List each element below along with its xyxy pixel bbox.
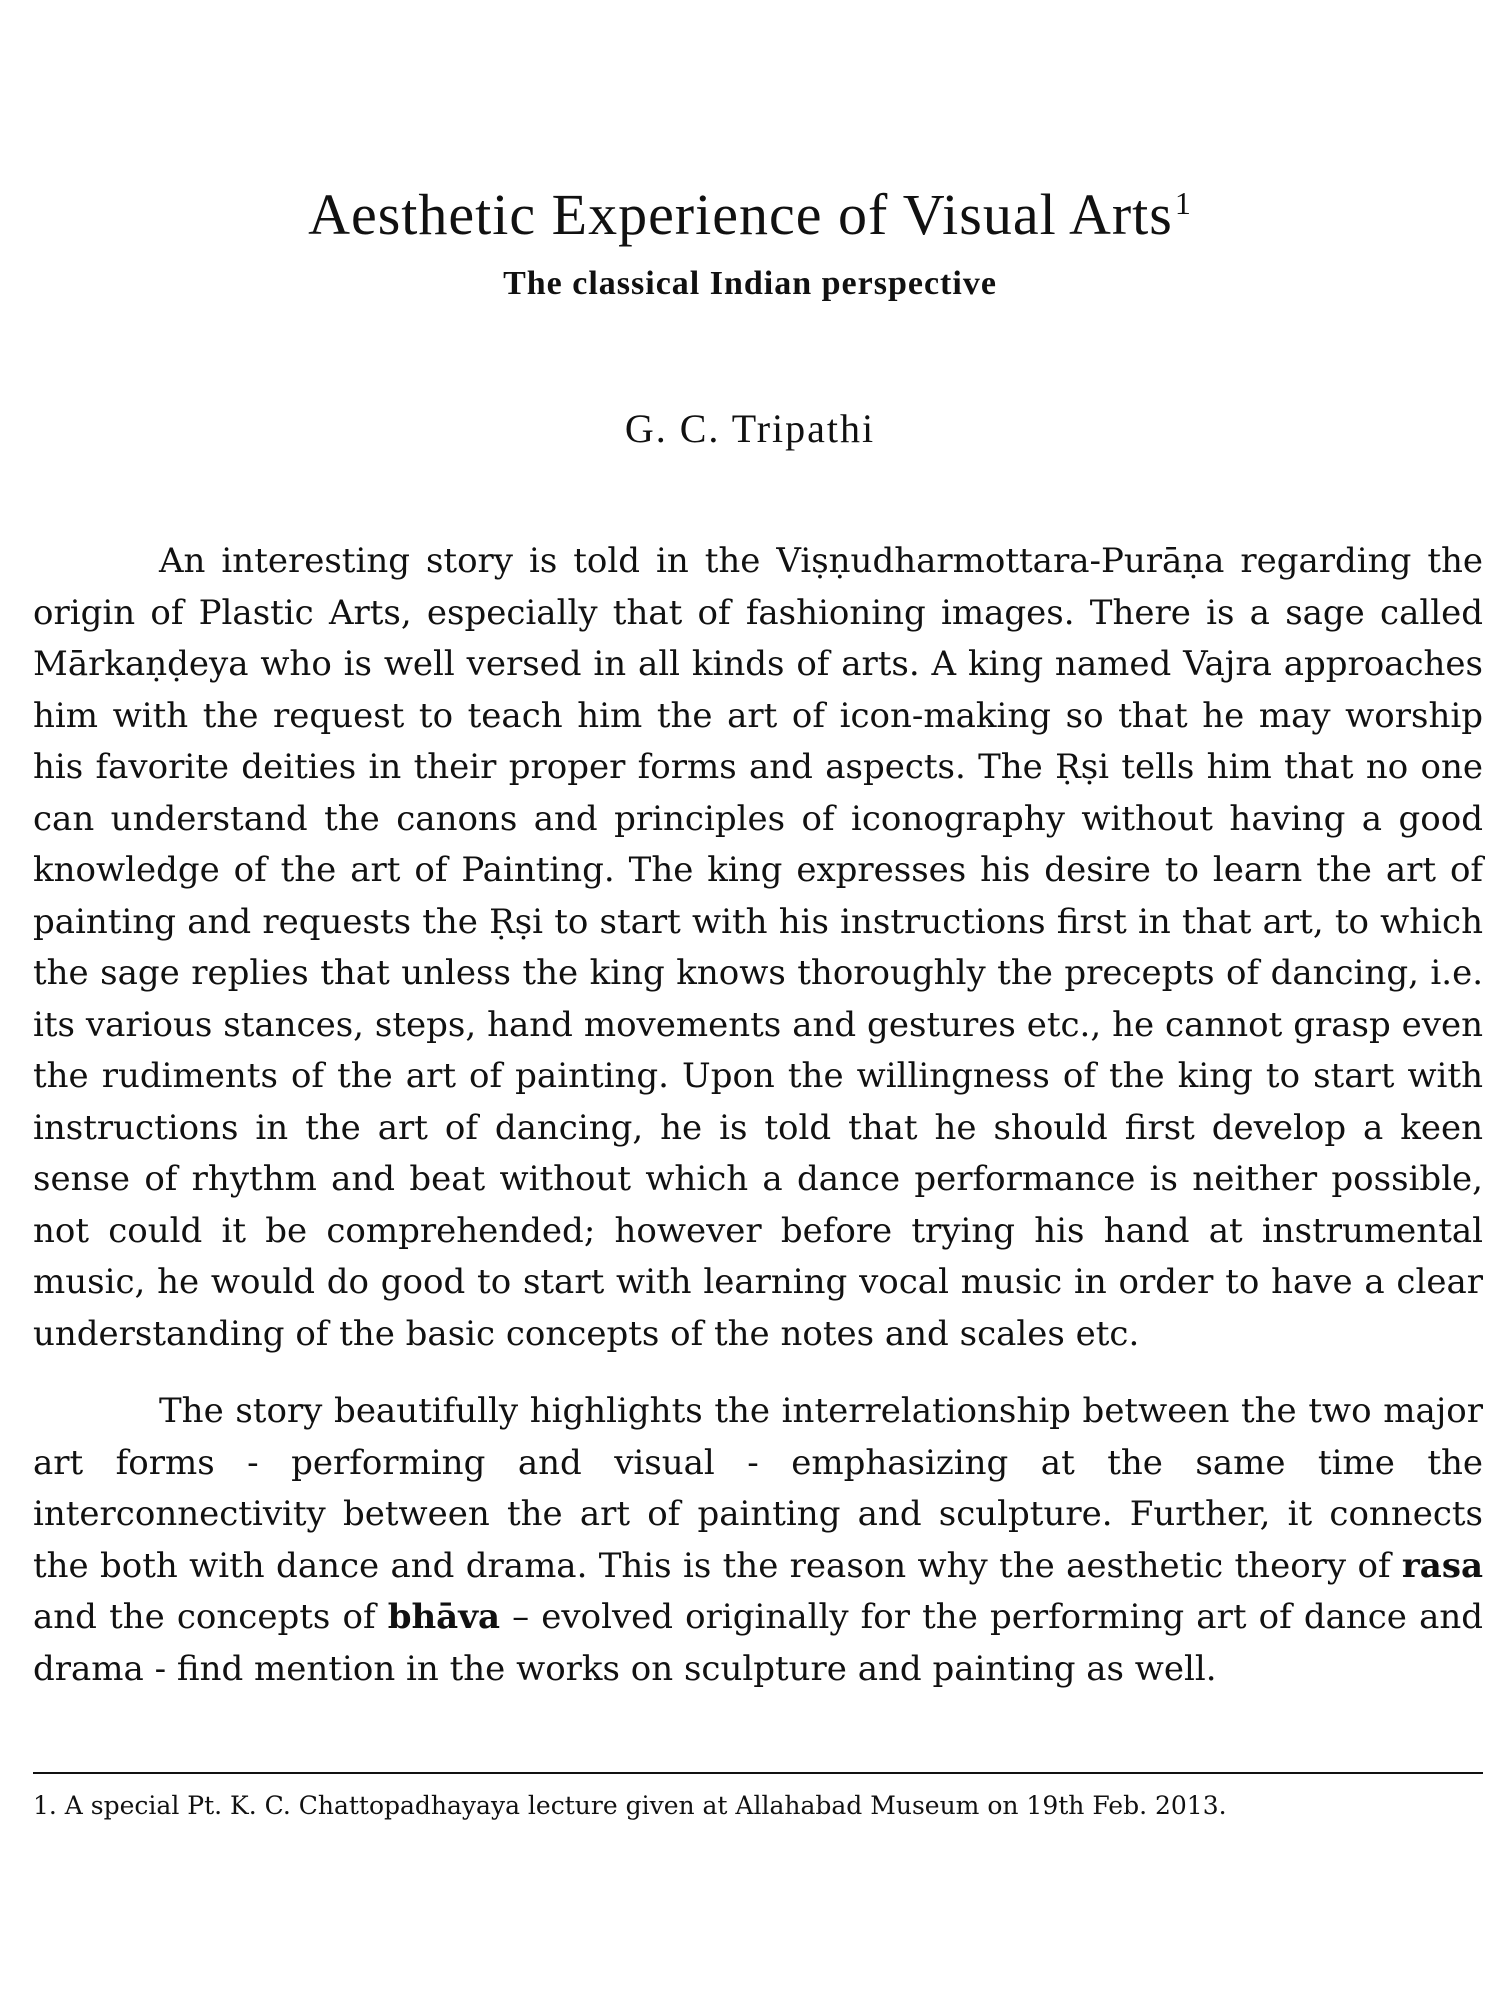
paragraph-1: An interesting story is told in the Viṣṇudharmottara-Purāṇa regarding the origin of Plastic Arts, especially that of fashioning images. There is a sage called Mārkaṇḍeya who is well versed in all kinds of arts. A king named Vajra approaches him with the request to teach him the art of icon-making so that he may worship his favorite deities in their proper forms and aspects. The Ṛṣi tells him that no one can understand the canons and principles of iconography without having a good knowledge of the art of Painting. The king expresses his desire to learn the art of painting and requests the Ṛṣi to start with his instructions first in that art, to which the sage replies that unless the king knows thoroughly the precepts of dancing, i.e. its various stances, steps, hand movements and gestures etc., he cannot grasp even the rudiments of the art of painting. Upon the willingness of the king to start with instructions in the art of dancing, he is told that he should first develop a keen sense of rhythm and beat without which a dance performance is neither possible, not could it be comprehended; however before trying his hand at instrumental music, he would do good to start with learning vocal music in order to have a clear understanding of the basic concepts of the notes and scales etc.: [33, 541, 1483, 1354]
page-title: [0, 180, 1500, 250]
footnote-1: 1. A special Pt. K. C. Chattopadhayaya lecture given at Allahabad Museum on 19th Feb. 2013.: [33, 1791, 1227, 1820]
title-text: Aesthetic Experience of Visual Arts: [308, 182, 1173, 247]
page-subtitle: The classical Indian perspective: [503, 265, 997, 302]
paragraph-2: [33, 1386, 1483, 1695]
title-footnote-marker: 1: [1174, 184, 1192, 221]
footnote-divider: [33, 1772, 1483, 1774]
author-name: G. C. Tripathi: [624, 406, 876, 451]
paragraph-2-part-3: – evolved originally for the performing art of dance and drama - find mention in the works on sculpture and painting as well.: [33, 1597, 1483, 1689]
term-rasa: rasa: [1401, 1545, 1483, 1586]
term-bhava: bhāva: [387, 1597, 500, 1637]
article-body: [33, 536, 1483, 1695]
paragraph-2-part-1: The story beautifully highlights the interrelationship between the two major art forms - performing and visual - emphasizing at the same time the interconnectivity between the art of painting and sculpture. Further, it connects the both with dance and drama. This is the reason why the aesthetic theory of: [33, 1391, 1483, 1586]
paragraph-2-part-2: and the concepts of: [33, 1597, 388, 1637]
